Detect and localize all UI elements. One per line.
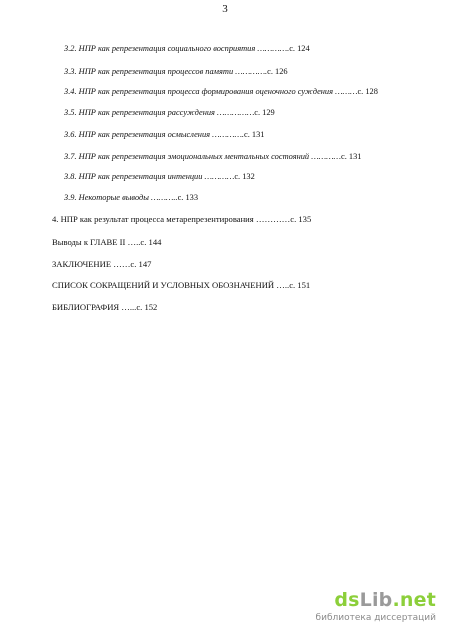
toc-entry-page: с. 147	[130, 259, 152, 269]
toc-entry-3-6	[64, 130, 265, 140]
toc-entry-text: БИБЛИОГРАФИЯ …...	[52, 302, 137, 312]
toc-entry-page: с. 131	[244, 130, 265, 139]
page-number: 3	[222, 3, 228, 15]
toc-entry-3-4	[64, 87, 378, 97]
toc-entry-conclusion	[52, 259, 151, 269]
toc-entry-chapter-2-conclusions	[52, 237, 161, 247]
toc-entry-text: 3.2. НПР как репрезентация социального восприятия ………….	[64, 44, 290, 53]
toc-entry-text: 3.9. Некоторые выводы ………..	[64, 193, 178, 202]
logo-net: .net	[392, 589, 436, 611]
toc-entry-4	[52, 214, 311, 224]
dslib-watermark	[315, 589, 436, 629]
toc-entry-3-7	[64, 152, 361, 162]
toc-entry-page: с. 126	[267, 67, 288, 76]
toc-entry-page: с. 131	[341, 152, 362, 161]
toc-entry-text: 4. НПР как результат процесса метарепрезентирования …………	[52, 214, 291, 224]
toc-entry-page: с. 144	[140, 237, 162, 247]
toc-entry-page: с. 124	[289, 44, 310, 53]
toc-entry-3-8	[64, 172, 255, 182]
toc-entry-text: 3.5. НПР как репрезентация рассуждения ……………	[64, 108, 255, 117]
toc-entry-text: Выводы к ГЛАВЕ II …..	[52, 237, 141, 247]
dslib-logo-text	[334, 589, 436, 611]
toc-entry-page: с. 128	[357, 87, 378, 96]
toc-entry-bibliography	[52, 302, 157, 312]
toc-entry-text: 3.6. НПР как репрезентация осмысления ………….	[64, 130, 245, 139]
toc-entry-page: с. 151	[289, 280, 311, 290]
toc-entry-text: СПИСОК СОКРАЩЕНИЙ И УСЛОВНЫХ ОБОЗНАЧЕНИЙ …..	[52, 280, 290, 290]
toc-entry-3-9	[64, 193, 198, 203]
toc-entry-text: 3.3. НПР как репрезентация процессов памяти ………….	[64, 67, 268, 76]
toc-entry-text: 3.7. НПР как репрезентация эмоциональных ментальных состояний …………	[64, 152, 342, 161]
toc-entry-text: 3.8. НПР как репрезентация интенции …………	[64, 172, 235, 181]
toc-entry-3-5	[64, 108, 275, 118]
toc-entry-page: с. 132	[234, 172, 255, 181]
toc-entry-3-2	[64, 44, 310, 54]
toc-entry-page: с. 133	[177, 193, 199, 202]
toc-entry-page: с. 129	[254, 108, 275, 117]
dslib-logo	[334, 589, 436, 611]
toc-entry-abbreviations	[52, 280, 310, 290]
toc-entry-text: 3.4. НПР как репрезентация процесса формирования оценочного суждения ………	[64, 87, 358, 96]
logo-lib: Lib	[359, 589, 393, 611]
toc-entry-3-3	[64, 67, 288, 77]
toc-entry-text: ЗАКЛЮЧЕНИЕ ……	[52, 259, 131, 269]
toc-entry-page: с. 152	[136, 302, 158, 312]
dslib-subtitle: библиотека диссертаций	[315, 613, 436, 623]
toc-entry-page: с. 135	[290, 214, 312, 224]
logo-ds: ds	[334, 589, 360, 611]
